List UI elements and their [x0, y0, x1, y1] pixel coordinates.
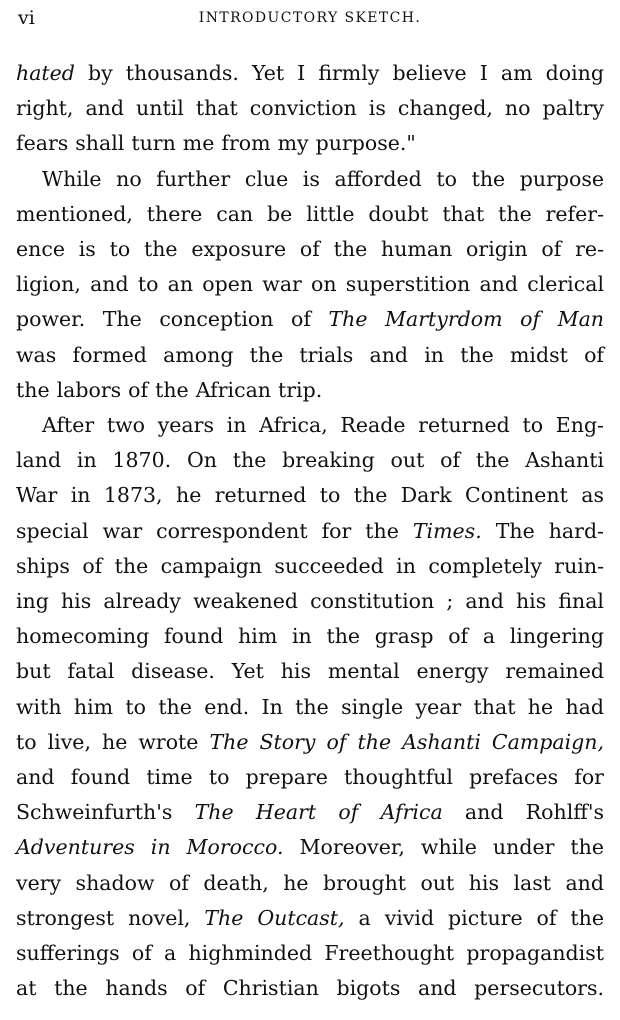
text-line: [16, 302, 604, 337]
book-title-italic: The Story of the Ashanti Campaign,: [209, 729, 604, 754]
text-segment: The hard-: [481, 518, 604, 543]
text-line: fears shall turn me from my purpose.": [16, 131, 416, 156]
running-title: INTRODUCTORY SKETCH.: [198, 10, 422, 26]
text-segment: by thousands. Yet I firmly believe I am doing: [74, 61, 604, 85]
paragraph-2: [16, 162, 604, 408]
text-line: with him to the end. In the single year that he had: [16, 694, 604, 719]
text-line: sufferings of a highminded Freethought propagandist: [16, 941, 604, 966]
text-line: [16, 56, 604, 91]
newspaper-title-italic: Times.: [412, 518, 482, 543]
text-segment: Schweinfurth's: [16, 800, 195, 825]
text-line: ence is to the exposure of the human origin of re-: [16, 237, 604, 262]
text-line: After two years in Africa, Reade returned to Eng-: [42, 413, 604, 438]
text-line: [16, 830, 604, 865]
paragraph-1: [16, 56, 604, 162]
text-line: was formed among the trials and in the midst of: [16, 342, 604, 367]
book-title-italic: The Heart of Africa: [194, 800, 443, 825]
text-line: ing his already weakened constitution ; and his final: [16, 589, 604, 614]
text-line: [16, 901, 604, 936]
text-line: War in 1873, he returned to the Dark Continent as: [16, 483, 604, 508]
text-segment: special war correspondent for the: [16, 518, 413, 543]
text-line: ligion, and to an open war on superstition and clerical: [16, 272, 604, 297]
text-line: While no further clue is afforded to the purpose: [42, 166, 604, 191]
book-title-italic: Adventures in Morocco.: [16, 835, 284, 860]
text-line: [16, 514, 604, 549]
body-text: [16, 56, 604, 1006]
italic-text: hated: [16, 61, 75, 85]
text-line: mentioned, there can be little doubt that the refer-: [16, 201, 604, 226]
text-line: and found time to prepare thoughtful prefaces for: [16, 765, 604, 790]
running-head: [16, 0, 604, 34]
text-segment: and Rohlff's: [442, 800, 604, 825]
text-line: ships of the campaign succeeded in completely ruin-: [16, 553, 604, 578]
text-line: the labors of the African trip.: [16, 377, 323, 402]
book-title-italic: The Martyrdom of Man: [328, 307, 605, 332]
text-line: homecoming found him in the grasp of a lingering: [16, 624, 604, 649]
page-number: vi: [18, 7, 35, 29]
book-title-italic: The Outcast,: [204, 905, 345, 930]
text-line: [16, 725, 604, 760]
text-line: [16, 795, 604, 830]
text-line: very shadow of death, he brought out his last and: [16, 870, 604, 895]
text-segment: to live, he wrote: [16, 729, 210, 754]
text-segment: power. The conception of: [16, 307, 329, 332]
text-segment: strongest novel,: [16, 905, 205, 930]
text-segment: a vivid picture of the: [344, 905, 604, 930]
text-segment: Moreover, while under the: [283, 835, 604, 860]
paragraph-3: [16, 408, 604, 1006]
text-line: but fatal disease. Yet his mental energy remained: [16, 659, 604, 684]
text-line: at the hands of Christian bigots and persecutors.: [16, 976, 604, 1001]
text-line: land in 1870. On the breaking out of the Ashanti: [16, 448, 604, 473]
text-line: right, and until that conviction is changed, no paltry: [16, 96, 604, 121]
